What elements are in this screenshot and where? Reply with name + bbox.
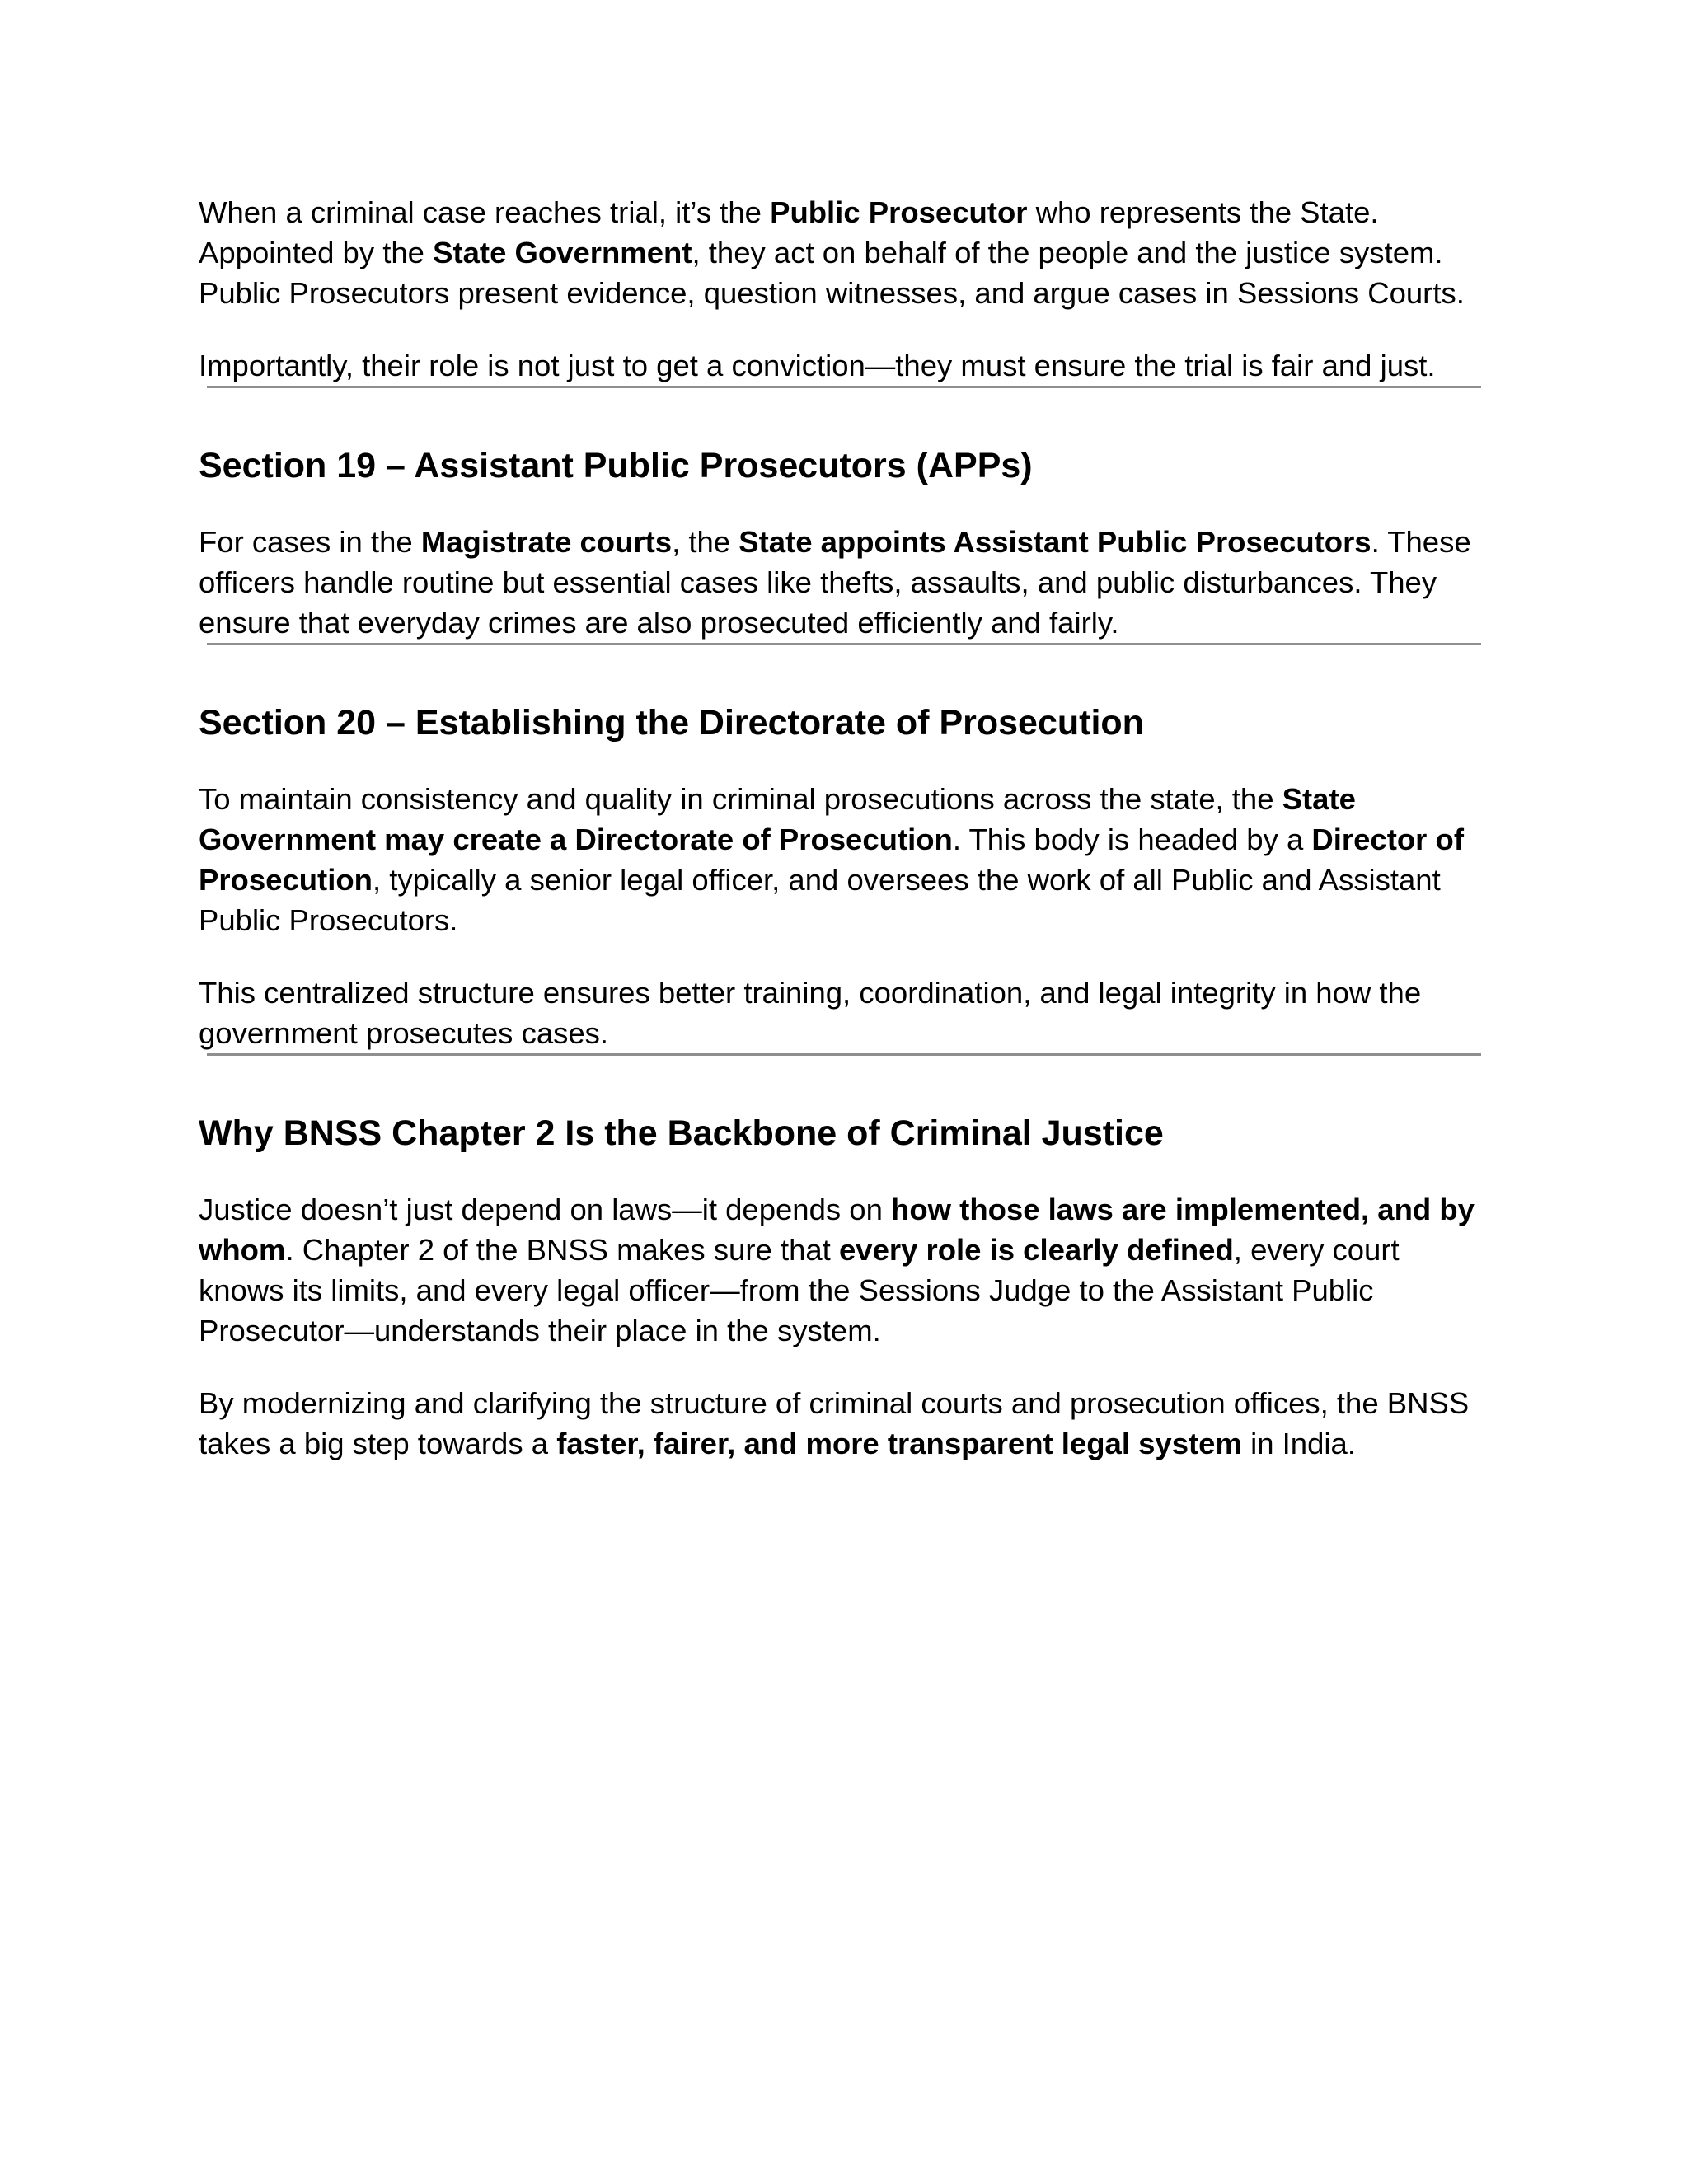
- backbone-paragraph-2: [199, 1383, 1484, 1464]
- bold-run: faster, fairer, and more transparent legal system: [556, 1427, 1242, 1460]
- divider: [207, 643, 1481, 645]
- document-page: [199, 192, 1484, 1464]
- text-run: For cases in the: [199, 525, 421, 559]
- backbone-heading: Why BNSS Chapter 2 Is the Backbone of Criminal Justice: [199, 1113, 1164, 1153]
- intro-paragraph-2: Importantly, their role is not just to get a conviction—they must ensure the trial is fair and just.: [199, 349, 1436, 382]
- text-run: who represents the State. Appointed by the: [199, 195, 1379, 269]
- section-19-paragraph: [199, 522, 1484, 643]
- bold-run: State appoints Assistant Public Prosecutors: [738, 525, 1372, 559]
- text-run: . Chapter 2 of the BNSS makes sure that: [285, 1233, 839, 1267]
- text-run: By modernizing and clarifying the structure of criminal courts and prosecution offices, the BNSS takes a big step towards a: [199, 1386, 1470, 1460]
- section-20-paragraph-1: [199, 779, 1484, 940]
- bold-run: State Government may create a Directorate of Prosecution: [199, 782, 1356, 856]
- intro-paragraph-1: [199, 192, 1484, 313]
- text-run: To maintain consistency and quality in criminal prosecutions across the state, the: [199, 782, 1282, 816]
- bold-run: Director of Prosecution: [199, 823, 1464, 897]
- bold-run: Magistrate courts: [420, 525, 673, 559]
- section-20-paragraph-2: This centralized structure ensures better training, coordination, and legal integrity in how the government prosecutes cases.: [199, 976, 1422, 1050]
- text-run: , every court knows its limits, and every legal officer—from the Sessions Judge to the Assistant Public Prosecutor—understands their place in the system.: [199, 1233, 1400, 1347]
- divider: [207, 386, 1481, 388]
- divider: [207, 1053, 1481, 1056]
- section-20-heading: Section 20 – Establishing the Directorate of Prosecution: [199, 703, 1144, 743]
- text-run: . This body is headed by a: [952, 823, 1312, 856]
- text-run: in India.: [1241, 1427, 1356, 1460]
- bold-run: how those laws are implemented, and by whom: [199, 1193, 1475, 1267]
- text-run: , typically a senior legal officer, and oversees the work of all Public and Assistant Public Prosecutors.: [199, 863, 1441, 937]
- bold-run: Public Prosecutor: [770, 195, 1028, 229]
- backbone-paragraph-1: [199, 1189, 1484, 1351]
- text-run: When a criminal case reaches trial, it’s the: [199, 195, 771, 229]
- text-run: . These officers handle routine but essential cases like thefts, assaults, and public disturbances. They ensure that everyday crimes are also prosecuted efficiently and fairly.: [199, 525, 1471, 640]
- text-run: , they act on behalf of the people and the justice system. Public Prosecutors present evidence, question witnesses, and argue cases in Sessions Courts.: [199, 236, 1465, 310]
- bold-run: every role is clearly defined: [838, 1233, 1234, 1267]
- bold-run: State Government: [433, 236, 692, 269]
- text-run: , the: [672, 525, 739, 559]
- text-run: Justice doesn’t just depend on laws—it depends on: [199, 1193, 892, 1226]
- section-19-heading: Section 19 – Assistant Public Prosecutors (APPs): [199, 446, 1033, 485]
